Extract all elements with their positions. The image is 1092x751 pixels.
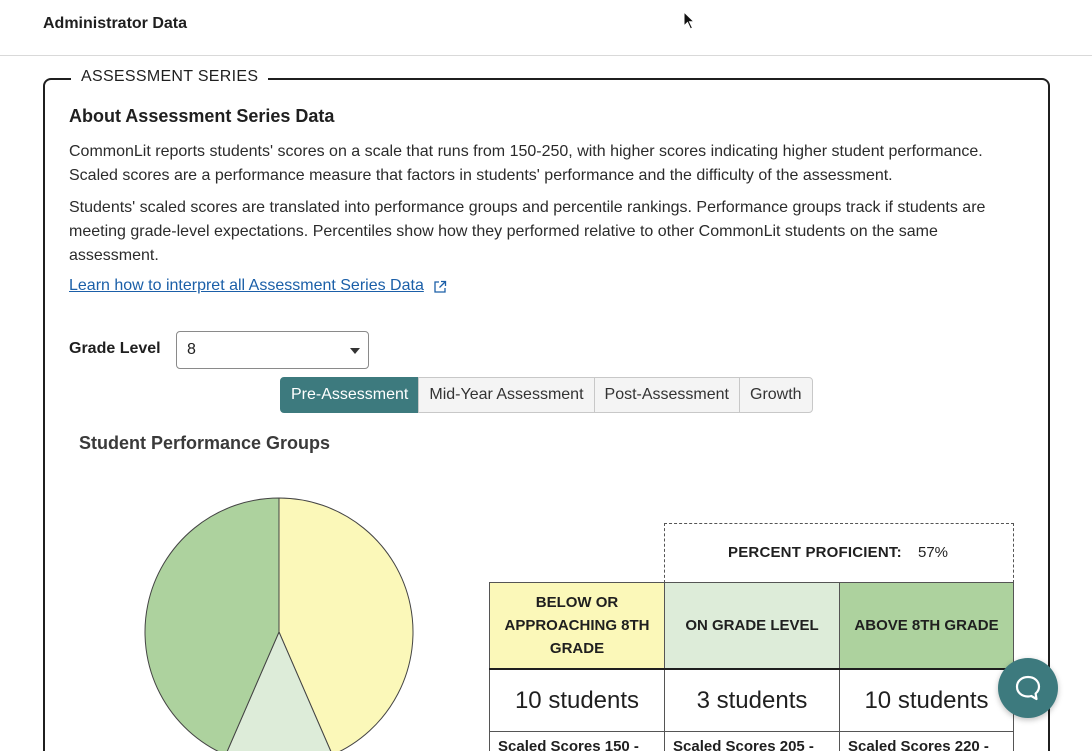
percent-proficient-label: PERCENT PROFICIENT: bbox=[728, 544, 902, 561]
mouse-cursor-icon bbox=[683, 11, 697, 31]
grade-level-label: Grade Level bbox=[69, 340, 161, 357]
chat-help-icon bbox=[1013, 673, 1043, 703]
group-count-below: 10 students bbox=[489, 670, 665, 732]
intro-paragraph-1: CommonLit reports students' scores on a scale that runs from 150-250, with higher scores indicating higher student performance. Scaled scores are a performance measure that factors in students' performance and the difficulty of the assessment. bbox=[69, 143, 983, 184]
group-header-below: BELOW OR APPROACHING 8TH GRADE bbox=[489, 582, 665, 669]
tab-pre-assessment[interactable]: Pre-Assessment bbox=[280, 377, 419, 413]
grade-level-select[interactable] bbox=[176, 331, 369, 369]
tab-mid-year-assessment[interactable]: Mid-Year Assessment bbox=[418, 377, 594, 413]
grade-level-value: 8 bbox=[187, 341, 196, 358]
about-title: About Assessment Series Data bbox=[69, 106, 335, 126]
group-header-on-grade: ON GRADE LEVEL bbox=[664, 582, 840, 669]
group-count-above: 10 students bbox=[839, 670, 1014, 732]
external-link-icon[interactable] bbox=[433, 280, 447, 294]
assessment-tabs bbox=[280, 377, 813, 413]
section-legend: ASSESSMENT SERIES bbox=[71, 68, 268, 86]
top-bar bbox=[0, 0, 1092, 56]
intro-paragraph-2: Students' scaled scores are translated into performance groups and percentile rankings. Performance groups track if students are meeting grade-level expectations. Percentiles show how they performed relative to other CommonLit students on the same assessment. bbox=[69, 199, 986, 264]
help-chat-button[interactable] bbox=[998, 658, 1058, 718]
group-scaled-below: Scaled Scores 150 - bbox=[489, 731, 665, 751]
group-scaled-above: Scaled Scores 220 - bbox=[839, 731, 1014, 751]
performance-pie-chart bbox=[144, 497, 414, 751]
percent-proficient-value: 57% bbox=[918, 544, 949, 561]
caret-down-icon bbox=[350, 348, 360, 354]
performance-groups-title: Student Performance Groups bbox=[79, 433, 331, 453]
tab-post-assessment[interactable]: Post-Assessment bbox=[594, 377, 740, 413]
group-header-above: ABOVE 8TH GRADE bbox=[839, 582, 1014, 669]
learn-more-link[interactable]: Learn how to interpret all Assessment Series Data bbox=[69, 277, 424, 294]
page-title: Administrator Data bbox=[43, 15, 188, 32]
group-scaled-on-grade: Scaled Scores 205 - bbox=[664, 731, 840, 751]
group-count-on-grade: 3 students bbox=[664, 670, 840, 732]
tab-growth[interactable]: Growth bbox=[739, 377, 813, 413]
